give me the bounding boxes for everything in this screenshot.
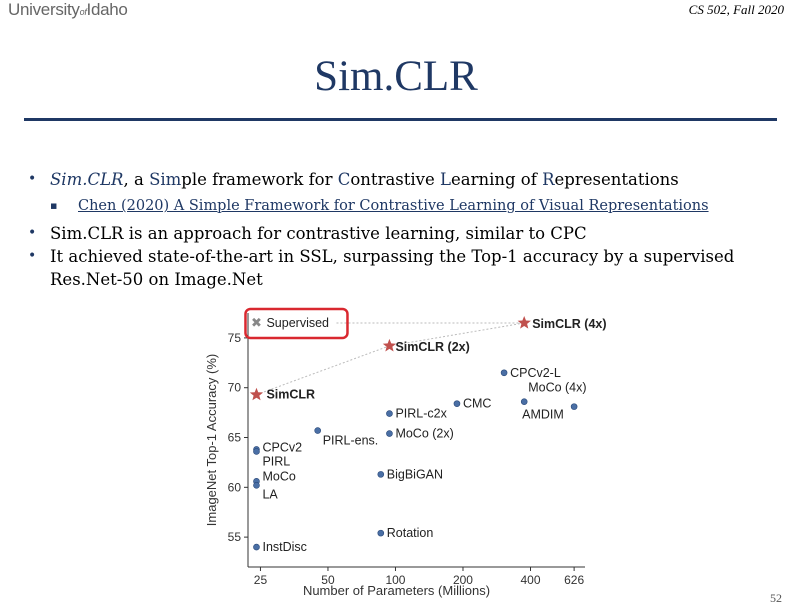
data-point bbox=[378, 530, 384, 536]
point-label: InstDisc bbox=[262, 540, 307, 555]
point-label: Rotation bbox=[386, 526, 434, 541]
page-number: 52 bbox=[770, 591, 782, 605]
bullet-text: epresentations bbox=[554, 170, 679, 189]
point-label: CPCv2 bbox=[262, 440, 303, 455]
point-label: PIRL bbox=[262, 454, 291, 469]
point-label: CMC bbox=[462, 396, 492, 411]
point-label: MoCo (2x) bbox=[395, 426, 454, 441]
data-point bbox=[253, 482, 259, 488]
point-label: PIRL-ens. bbox=[322, 433, 379, 448]
bullet-simclr-definition bbox=[28, 168, 778, 191]
point-label: BigBiGAN bbox=[386, 467, 444, 482]
point-label: SimCLR (2x) bbox=[395, 339, 470, 354]
logo-text-of: of bbox=[79, 7, 87, 17]
bullet-list bbox=[28, 168, 778, 291]
x-tick-label: 200 bbox=[452, 573, 473, 587]
simclr-trend-line bbox=[256, 323, 524, 395]
x-tick-label: 100 bbox=[385, 573, 406, 587]
x-tick-label: 626 bbox=[564, 573, 585, 587]
highlight-letter: R bbox=[542, 170, 555, 189]
y-tick-label: 65 bbox=[227, 430, 241, 445]
sub-bullet-reference bbox=[28, 196, 778, 216]
data-point bbox=[571, 404, 577, 410]
x-tick-label: 25 bbox=[253, 573, 268, 587]
x-axis-label: Number of Parameters (Millions) bbox=[302, 583, 491, 598]
y-tick-label: 55 bbox=[227, 530, 241, 545]
point-label: AMDIM bbox=[522, 407, 564, 422]
university-logo bbox=[8, 0, 128, 20]
highlight-letter: C bbox=[337, 170, 351, 189]
highlight-letter: Sim bbox=[149, 170, 182, 189]
x-tick-label: 50 bbox=[321, 573, 335, 587]
accuracy-vs-params-chart bbox=[200, 305, 607, 605]
bullet-approach: • Sim.CLR is an approach for contrastive learning, similar to CPC bbox=[28, 222, 778, 245]
bullet-text: earning of bbox=[450, 170, 543, 189]
y-axis-label: ImageNet Top-1 Accuracy (%) bbox=[204, 353, 219, 527]
x-marker: ✖ bbox=[251, 315, 262, 331]
data-point bbox=[386, 431, 392, 437]
title-divider bbox=[24, 118, 777, 121]
star-marker bbox=[250, 388, 263, 401]
data-point bbox=[386, 411, 392, 417]
point-label: SimCLR bbox=[266, 387, 316, 402]
point-label: SimCLR (4x) bbox=[532, 316, 607, 331]
data-point bbox=[315, 428, 321, 434]
bullet-sota: • It achieved state-of-the-art in SSL, surpassing the Top-1 accuracy by a supervised Res.Net-50 on Image.Net bbox=[28, 245, 778, 291]
point-label: MoCo bbox=[262, 469, 296, 484]
logo-text-university: University bbox=[8, 0, 80, 19]
bullet-text: ple framework for bbox=[181, 170, 338, 189]
slide-title: Sim.CLR bbox=[314, 53, 478, 100]
point-label: Supervised bbox=[266, 315, 330, 330]
logo-text-idaho: Idaho bbox=[86, 0, 128, 19]
bullet-lead: Sim.CLR bbox=[50, 170, 124, 189]
point-label: CPCv2-L bbox=[510, 365, 561, 380]
data-point bbox=[253, 448, 259, 454]
y-tick-label: 75 bbox=[227, 330, 241, 345]
y-tick-label: 60 bbox=[227, 480, 241, 495]
data-point bbox=[378, 471, 384, 477]
star-marker bbox=[518, 316, 531, 329]
point-label: LA bbox=[262, 487, 278, 502]
y-tick-label: 70 bbox=[227, 380, 241, 395]
data-point bbox=[454, 401, 460, 407]
data-point bbox=[253, 544, 259, 550]
highlight-letter: L bbox=[440, 170, 451, 189]
paper-link[interactable]: Chen (2020) A Simple Framework for Contrastive Learning of Visual Representations bbox=[78, 198, 709, 214]
bullet-text: , a bbox=[123, 170, 150, 189]
star-marker bbox=[383, 339, 396, 352]
bullet-text: ontrastive bbox=[350, 170, 440, 189]
point-label: MoCo (4x) bbox=[528, 380, 587, 395]
point-label: PIRL-c2x bbox=[395, 406, 447, 421]
data-point bbox=[521, 399, 527, 405]
x-tick-label: 400 bbox=[520, 573, 541, 587]
data-point bbox=[501, 370, 507, 376]
course-label: CS 502, Fall 2020 bbox=[688, 2, 784, 17]
